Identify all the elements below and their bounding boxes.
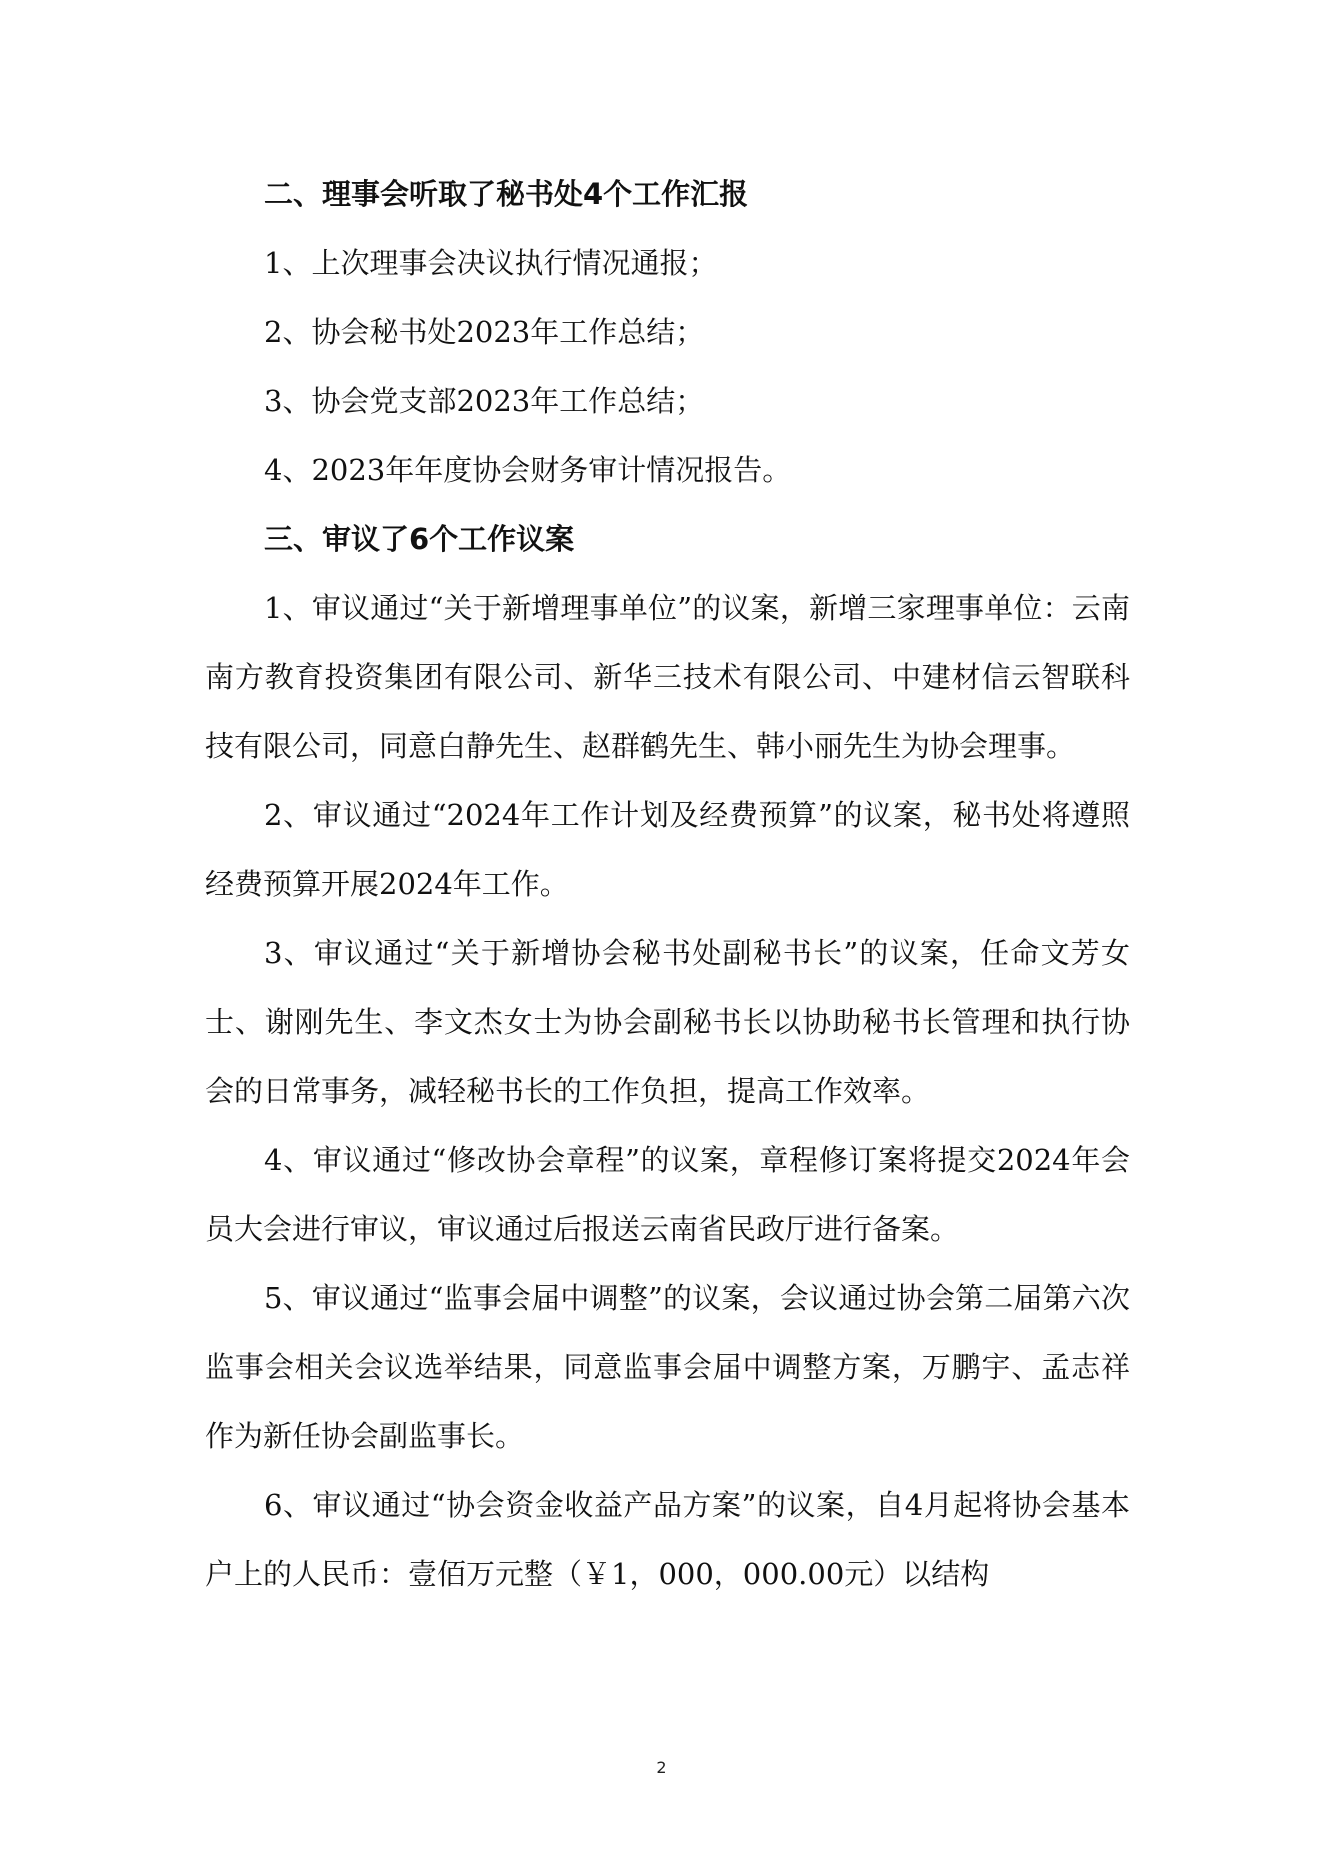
motion-paragraph-3: 3、审议通过“关于新增协会秘书处副秘书长”的议案，任命文芳女士、谢刚先生、李文杰女士为协会副秘书长以协助秘书长管理和执行协会的日常事务，减轻秘书长的工作负担，提高工作效率。: [205, 936, 1130, 1108]
section-2-heading: 二、理事会听取了秘书处4个工作汇报: [264, 177, 749, 211]
section-3-heading: 三、审议了6个工作议案: [264, 522, 575, 556]
motion-paragraph-4: 4、审议通过“修改协会章程”的议案，章程修订案将提交2024年会员大会进行审议，审议通过后报送云南省民政厅进行备案。: [205, 1143, 1130, 1246]
motion-paragraph-2: 2、审议通过“2024年工作计划及经费预算”的议案，秘书处将遵照经费预算开展2024年工作。: [205, 798, 1130, 901]
report-item-2: 2、协会秘书处2023年工作总结；: [264, 315, 705, 349]
page-number: 2: [656, 1758, 667, 1777]
motion-paragraph-1: 1、审议通过“关于新增理事单位”的议案，新增三家理事单位：云南南方教育投资集团有限公司、新华三技术有限公司、中建材信云智联科技有限公司，同意白静先生、赵群鹤先生、韩小丽先生为协会理事。: [205, 591, 1130, 763]
document-page: [205, 160, 1130, 1609]
report-item-4: 4、2023年年度协会财务审计情况报告。: [264, 453, 792, 487]
report-item-3: 3、协会党支部2023年工作总结；: [264, 384, 705, 418]
report-item-1: 1、上次理事会决议执行情况通报；: [264, 246, 718, 280]
motion-paragraph-6: 6、审议通过“协会资金收益产品方案”的议案，自4月起将协会基本户上的人民币：壹佰万元整（￥1，000，000.00元）以结构: [205, 1488, 1130, 1591]
motion-paragraph-5: 5、审议通过“监事会届中调整”的议案，会议通过协会第二届第六次监事会相关会议选举结果，同意监事会届中调整方案，万鹏宇、孟志祥作为新任协会副监事长。: [205, 1281, 1130, 1453]
